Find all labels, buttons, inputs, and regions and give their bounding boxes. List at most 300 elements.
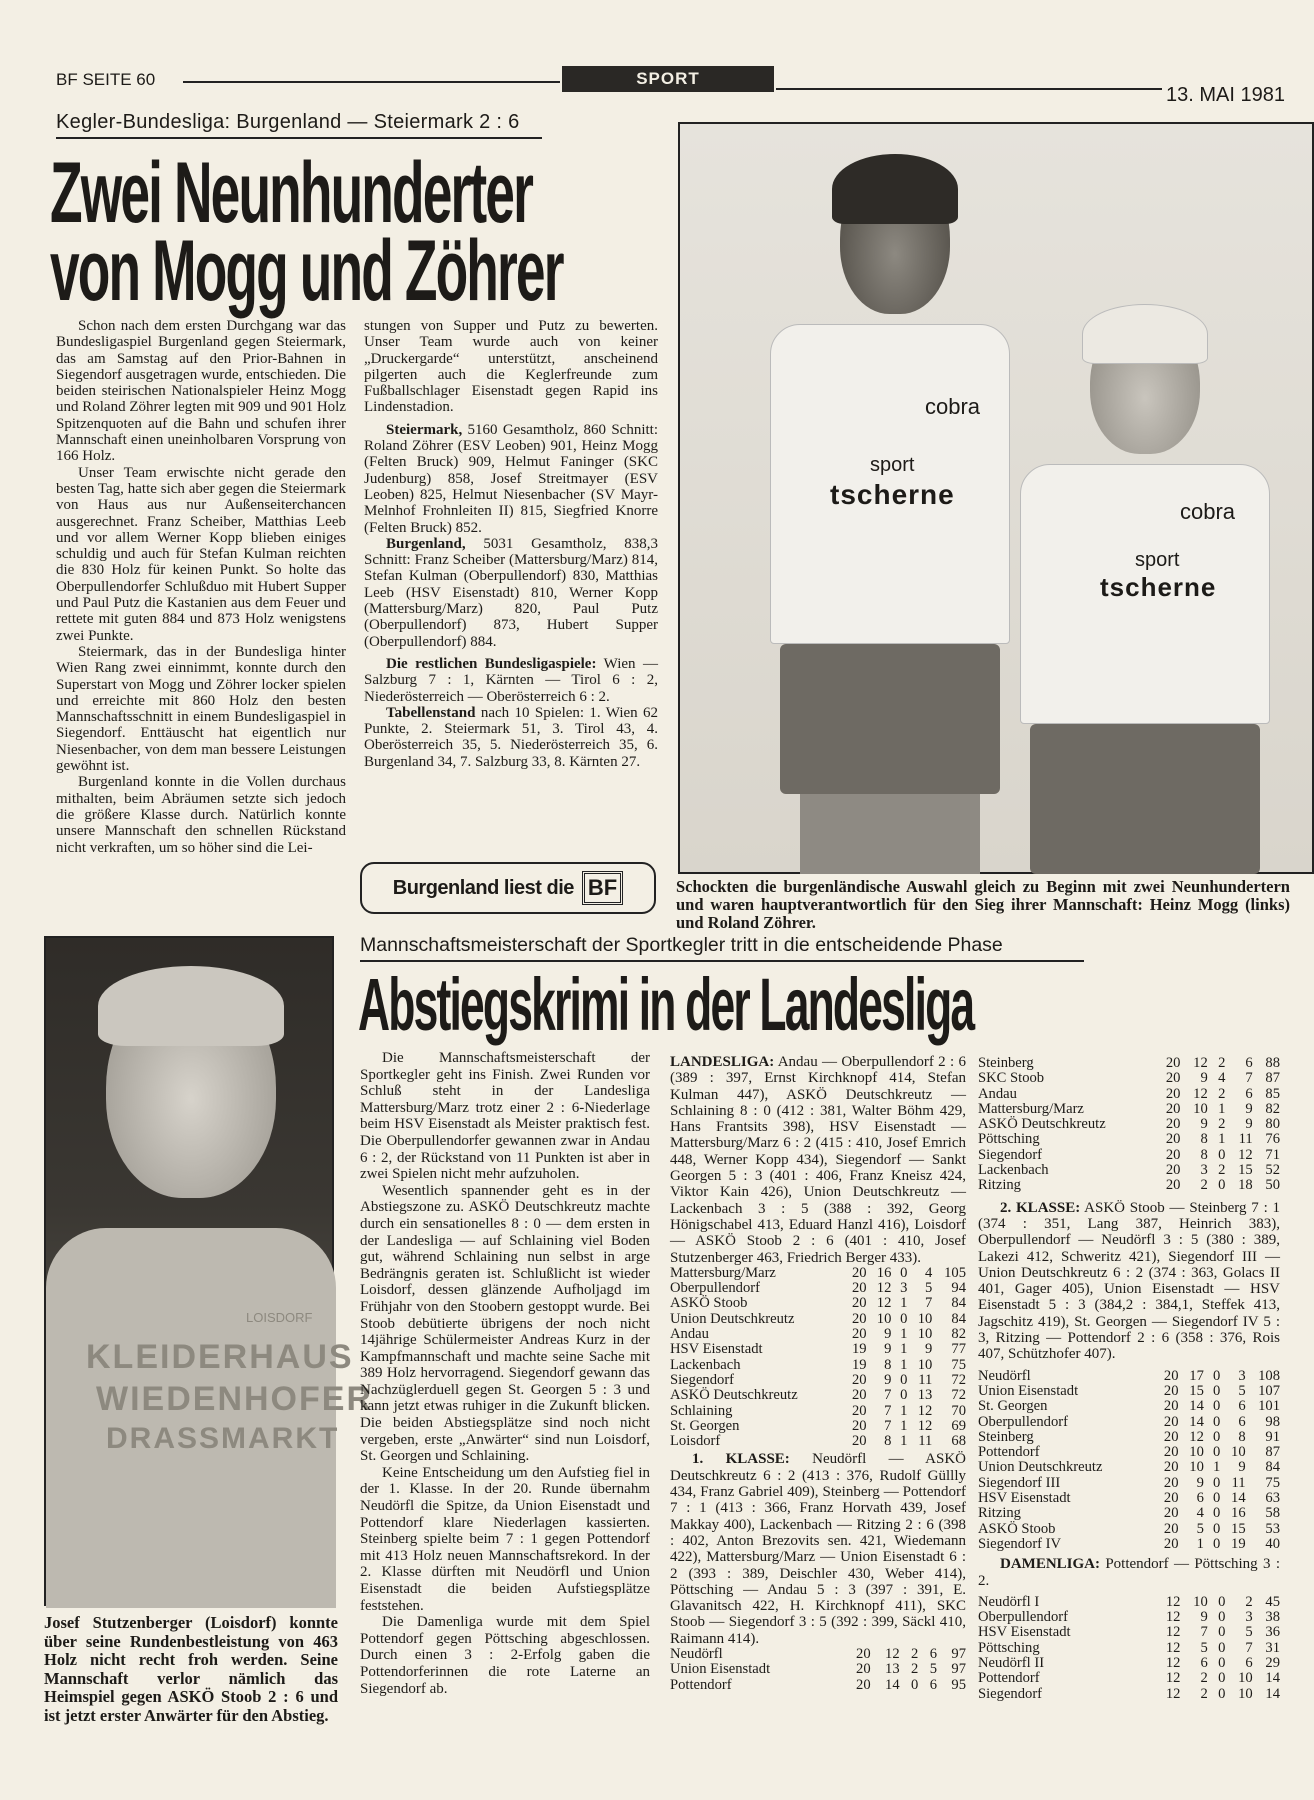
stat-value: 6 bbox=[1245, 1085, 1253, 1102]
stat-value: 7 bbox=[884, 1387, 892, 1404]
stat-value: 0 bbox=[900, 1310, 908, 1327]
stat-value: 12 bbox=[1189, 1428, 1204, 1445]
shirt-brand: cobra bbox=[925, 394, 981, 419]
player-portrait bbox=[44, 936, 373, 1606]
stat-value: 2 bbox=[1218, 1116, 1226, 1133]
hair bbox=[98, 966, 284, 1046]
stat-value: 9 bbox=[884, 1371, 892, 1388]
stat-value: 15 bbox=[1189, 1382, 1204, 1399]
stat-value: 58 bbox=[1265, 1505, 1280, 1522]
stat-value: 16 bbox=[1231, 1505, 1246, 1522]
stat-value: 12 bbox=[1165, 1639, 1181, 1656]
table-row bbox=[670, 1296, 966, 1311]
table-row bbox=[978, 1445, 1280, 1460]
stat-value: 12 bbox=[917, 1417, 933, 1434]
table-row bbox=[670, 1647, 966, 1662]
team-name: Pottendorf bbox=[978, 1444, 1040, 1461]
table-row bbox=[670, 1312, 966, 1327]
stat-value: 0 bbox=[1218, 1685, 1226, 1702]
stat-value: 14 bbox=[885, 1676, 900, 1693]
stat-value: 0 bbox=[1212, 1444, 1221, 1461]
team-name: Oberpullendorf bbox=[670, 1280, 760, 1297]
stat-value: 98 bbox=[1265, 1413, 1280, 1430]
table-row bbox=[978, 1415, 1280, 1430]
label: Die restlichen Bundesligaspiele: bbox=[386, 655, 597, 672]
table-row bbox=[978, 1595, 1280, 1610]
stat-value: 11 bbox=[918, 1371, 933, 1388]
stat-value: 91 bbox=[1265, 1428, 1280, 1445]
article2-headline: Abstiegskrimi in der Landesliga bbox=[358, 963, 974, 1046]
stat-value: 1 bbox=[1218, 1131, 1226, 1148]
landesliga-table bbox=[670, 1266, 966, 1450]
shirt-print-line1: LOISDORF bbox=[246, 1310, 313, 1325]
stat-value: 10 bbox=[1189, 1444, 1204, 1461]
table-row bbox=[670, 1404, 966, 1419]
stat-value: 1 bbox=[900, 1433, 908, 1450]
stat-value: 12 bbox=[1165, 1593, 1181, 1610]
table-row bbox=[670, 1662, 966, 1677]
stat-value: 12 bbox=[1238, 1146, 1253, 1163]
stat-value: 6 bbox=[1196, 1490, 1204, 1507]
stat-value: 0 bbox=[1212, 1474, 1221, 1491]
table-row bbox=[978, 1460, 1280, 1475]
team-name: St. Georgen bbox=[978, 1398, 1048, 1415]
team-name: Steinberg bbox=[978, 1428, 1034, 1445]
team-name: Mattersburg/Marz bbox=[978, 1100, 1084, 1117]
stat-value: 2 bbox=[1200, 1670, 1208, 1687]
stat-value: 1 bbox=[900, 1295, 908, 1312]
stat-value: 9 bbox=[1245, 1100, 1253, 1117]
team-name: Siegendorf bbox=[978, 1146, 1043, 1163]
stat-value: 12 bbox=[1193, 1055, 1208, 1071]
stat-value: 20 bbox=[1165, 1070, 1181, 1087]
paragraph-text: Neudörfl — ASKÖ Deutschkreutz 6 : 2 (413 : 376, Rudolf Güllly 434, Franz Gabriel 409), Steinberg — Pottendorf 7 : 1 (413 : 366, Franz Horvath 439, Josef Makkay 400), Lackenbach — Ritzing 2 : 6 (398 : 402, Anton Brezovits sen. 421, Wiedemann 422), Mattersburg/Marz — Union Eisenstadt 6 : 2 (393 : 389, Deischler 430, Weber 414), Pöttsching — Andau 5 : 3 (397 : 391, E. Glavanitsch 422, H. Kirchknopf 411), SKC Stoob — Siegendorf 3 : 5 (392 : 399, Säckl 410, Raimann 414). bbox=[670, 1451, 966, 1647]
stat-value: 2 bbox=[911, 1661, 919, 1678]
stat-value: 20 bbox=[1165, 1177, 1181, 1194]
stat-value: 29 bbox=[1265, 1654, 1280, 1671]
team-name: HSV Eisenstadt bbox=[670, 1341, 763, 1358]
article1-headline-line2: von Mogg und Zöhrer bbox=[50, 223, 563, 319]
stat-value: 9 bbox=[884, 1341, 892, 1358]
stat-value: 0 bbox=[900, 1387, 908, 1404]
stat-value: 0 bbox=[1218, 1624, 1226, 1641]
label: 1. KLASSE: bbox=[692, 1451, 790, 1468]
team-name: ASKÖ Deutschkreutz bbox=[670, 1387, 798, 1404]
stat-value: 7 bbox=[1245, 1639, 1253, 1656]
klasse2-table bbox=[978, 1369, 1280, 1553]
stat-value: 1 bbox=[900, 1326, 908, 1343]
shorts bbox=[780, 644, 1000, 794]
shirt-print-line4: DRASSMARKT bbox=[106, 1422, 340, 1455]
stat-value: 10 bbox=[876, 1310, 892, 1327]
section-label: SPORT bbox=[636, 69, 700, 88]
stat-value: 20 bbox=[1163, 1520, 1179, 1537]
table-row bbox=[978, 1399, 1280, 1414]
stat-value: 20 bbox=[856, 1661, 871, 1678]
stat-value: 19 bbox=[1231, 1535, 1246, 1552]
stat-value: 20 bbox=[856, 1676, 871, 1693]
stat-value: 10 bbox=[1189, 1459, 1204, 1476]
stat-value: 7 bbox=[1200, 1624, 1208, 1641]
stat-value: 40 bbox=[1265, 1535, 1280, 1552]
team-name: Siegendorf III bbox=[978, 1474, 1061, 1491]
table-row bbox=[670, 1419, 966, 1434]
paragraph-text: nach 10 Spielen: 1. Wien 62 Punkte, 2. Steiermark 51, 3. Tirol 43, 4. Oberösterreich 35, 5. Niederösterreich 35, 6. Burgenland 34, 7. Salzburg 33, 8. Kärnten 27. bbox=[364, 704, 659, 770]
stat-value: 97 bbox=[951, 1645, 966, 1662]
team-name: Lackenbach bbox=[978, 1162, 1049, 1179]
player-mogg bbox=[750, 154, 1020, 874]
stat-value: 2 bbox=[1218, 1085, 1226, 1102]
stat-value: 72 bbox=[951, 1371, 966, 1388]
team-name: Union Eisenstadt bbox=[670, 1661, 771, 1678]
table-row bbox=[978, 1087, 1280, 1102]
paragraph bbox=[670, 1451, 966, 1647]
team-name: Pöttsching bbox=[978, 1639, 1040, 1656]
paragraph-text: 5160 Gesamtholz, 860 Schnitt: Roland Zöhrer (ESV Leoben) 901, Heinz Mogg (Felten Bruck) 909, Helmut Faninger (SKC Judenburg) 858, Josef Streitmayer (ESV Leoben) 825, Helmut Niesenbacher (SV Mayr-Melnhof Frohnleiten II) 815, Siegfried Knorre (Felten Bruck) 852. bbox=[364, 421, 658, 536]
table-row bbox=[978, 1178, 1280, 1193]
stat-value: 20 bbox=[851, 1326, 867, 1343]
stat-value: 0 bbox=[1212, 1398, 1221, 1415]
stat-value: 9 bbox=[1238, 1459, 1246, 1476]
stat-value: 8 bbox=[1200, 1131, 1208, 1148]
shirt-print-line2: KLEIDERHAUS bbox=[86, 1338, 354, 1376]
stat-value: 20 bbox=[1165, 1055, 1181, 1071]
stat-value: 105 bbox=[944, 1264, 966, 1281]
stat-value: 53 bbox=[1265, 1520, 1280, 1537]
stat-value: 71 bbox=[1265, 1146, 1280, 1163]
team-name: Neudörfl bbox=[978, 1367, 1031, 1384]
header-rule-left bbox=[183, 81, 560, 83]
stat-value: 11 bbox=[918, 1433, 933, 1450]
section-banner bbox=[562, 66, 774, 92]
stat-value: 2 bbox=[1200, 1177, 1208, 1194]
stat-value: 8 bbox=[1238, 1428, 1246, 1445]
table-row bbox=[670, 1373, 966, 1388]
team-name: Schlaining bbox=[670, 1402, 733, 1419]
stat-value: 3 bbox=[1245, 1609, 1253, 1626]
paragraph-text: Wien — Salzburg 7 : 1, Kärnten — Tirol 6 : 2, Niederösterreich — Oberösterreich 6 : 2. bbox=[364, 655, 658, 705]
stat-value: 9 bbox=[1196, 1474, 1204, 1491]
team-name: Neudörfl I bbox=[978, 1593, 1040, 1610]
shorts bbox=[1030, 724, 1260, 874]
team-name: Union Deutschkreutz bbox=[978, 1459, 1103, 1476]
stat-value: 9 bbox=[1200, 1116, 1208, 1133]
stat-value: 4 bbox=[925, 1264, 933, 1281]
stat-value: 108 bbox=[1258, 1367, 1280, 1384]
team-name: St. Georgen bbox=[670, 1417, 740, 1434]
stat-value: 76 bbox=[1265, 1131, 1280, 1148]
article2-column3 bbox=[978, 1056, 1280, 1776]
table-row bbox=[978, 1148, 1280, 1163]
stat-value: 94 bbox=[951, 1280, 966, 1297]
team-name: Andau bbox=[978, 1085, 1017, 1102]
paragraph-text: ASKÖ Stoob — Steinberg 7 : 1 (374 : 351, Lang 387, Heinrich 383), Oberpullendorf — Neudörfl 3 : 5 (380 : 389, Lakezi 412, Schweritz 421), Siegendorf III — Union Deutschkreutz 6 : 2 (374 : 363, Golacs II 401, Gager 405), Union Eisenstadt — HSV Eisenstadt 5 : 3 (384,2 : 384,1, Steffek 413, Jagschitz 419), St. Georgen — Siegendorf IV 5 : 3, Ritzing — Pottendorf 2 : 6 (358 : 376, Rois 407, Schützhofer 407). bbox=[978, 1199, 1280, 1363]
table-row bbox=[978, 1384, 1280, 1399]
stat-value: 19 bbox=[851, 1341, 867, 1358]
stat-value: 3 bbox=[1200, 1162, 1208, 1179]
stat-value: 87 bbox=[1265, 1444, 1280, 1461]
team-name: Steinberg bbox=[978, 1055, 1034, 1071]
paragraph: Die Mannschaftsmeisterschaft der Sportkegler geht ins Finish. Zwei Runden vor Schluß steht in der Landesliga Mattersburg/Marz trotz einer 2 : 6-Niederlage beim HSV Eisenstadt als Meister praktisch fest. Die Oberpullendorfer gewannen zwar in Andau 6 : 2, der Rückstand von 11 Punkten ist aber in zwei Spielen nicht mehr aufzuholen. bbox=[360, 1050, 650, 1183]
stat-value: 12 bbox=[1165, 1609, 1181, 1626]
stat-value: 9 bbox=[884, 1326, 892, 1343]
table-row bbox=[978, 1117, 1280, 1132]
team-name: Ritzing bbox=[978, 1177, 1021, 1194]
stat-value: 0 bbox=[1218, 1146, 1226, 1163]
label: Tabellenstand bbox=[386, 704, 476, 721]
portrait-caption: Josef Stutzenberger (Loisdorf) konnte über seine Rundenbestleistung von 463 Holz nicht recht froh werden. Seine Mannschaft verlor nämlich das Heimspiel gegen ASKÖ Stoob 2 : 6 und ist jetzt erster Anwärter für den Abstieg. bbox=[44, 1613, 338, 1725]
paragraph bbox=[364, 422, 658, 536]
stat-value: 1 bbox=[900, 1356, 908, 1373]
stat-value: 6 bbox=[929, 1676, 938, 1693]
stat-value: 0 bbox=[1212, 1520, 1221, 1537]
stat-value: 6 bbox=[1245, 1654, 1253, 1671]
paragraph: Burgenland konnte in die Vollen durchaus mithalten, beim Abräumen setzte sich jedoch die größere Klasse durch. Natürlich konnte unsere Mannschaft den schnellen Rückstand nicht verkraften, um so höher sind die Lei- bbox=[56, 774, 346, 856]
stat-value: 19 bbox=[851, 1356, 867, 1373]
stat-value: 84 bbox=[1265, 1459, 1280, 1476]
stat-value: 14 bbox=[1189, 1398, 1204, 1415]
stat-value: 13 bbox=[917, 1387, 933, 1404]
stat-value: 1 bbox=[900, 1341, 908, 1358]
table-row bbox=[978, 1102, 1280, 1117]
paragraph bbox=[670, 1054, 966, 1266]
stat-value: 14 bbox=[1189, 1413, 1204, 1430]
shirt-text-line1: sport bbox=[870, 454, 915, 476]
damenliga-table bbox=[978, 1595, 1280, 1702]
klasse1-table-part2 bbox=[978, 1056, 1280, 1194]
stat-value: 10 bbox=[1238, 1685, 1253, 1702]
paragraph: Keine Entscheidung um den Aufstieg fiel in der 1. Klasse. In der 20. Runde übernahm Neudörfl die Spitze, da Union Eisenstadt und Pottendorf klare Niederlagen kassierten. Steinberg spielte beim 7 : 1 gegen Pottendorf mit 413 Holz neuen Mannschaftsrekord. In der 2. Klasse dürften mit Neudörfl und Union Eisenstadt die beiden Aufstiegsplätze feststehen. bbox=[360, 1464, 650, 1614]
stat-value: 5 bbox=[1238, 1382, 1246, 1399]
stat-value: 10 bbox=[917, 1356, 933, 1373]
stat-value: 84 bbox=[951, 1295, 966, 1312]
table-row bbox=[978, 1071, 1280, 1086]
table-row bbox=[978, 1506, 1280, 1521]
stat-value: 20 bbox=[1163, 1505, 1179, 1522]
table-row bbox=[670, 1342, 966, 1357]
table-row bbox=[978, 1537, 1280, 1552]
table-row bbox=[978, 1522, 1280, 1537]
stat-value: 82 bbox=[1265, 1100, 1280, 1117]
stat-value: 12 bbox=[1165, 1624, 1181, 1641]
stat-value: 20 bbox=[1163, 1398, 1179, 1415]
promo-text: Burgenland liest die bbox=[392, 876, 574, 899]
stat-value: 88 bbox=[1265, 1055, 1280, 1071]
table-row bbox=[670, 1678, 966, 1693]
table-row bbox=[978, 1476, 1280, 1491]
stat-value: 6 bbox=[1245, 1055, 1253, 1071]
stat-value: 0 bbox=[1218, 1177, 1226, 1194]
stat-value: 101 bbox=[1258, 1398, 1280, 1415]
stat-value: 0 bbox=[900, 1264, 908, 1281]
team-photo-caption: Schockten die burgenländische Auswahl gleich zu Beginn mit zwei Neunhundertern und waren hauptverantwortlich für den Sieg ihrer Mannschaft: Heinz Mogg (links) und Roland Zöhrer. bbox=[676, 877, 1290, 932]
stat-value: 7 bbox=[1245, 1070, 1253, 1087]
stat-value: 20 bbox=[851, 1402, 867, 1419]
shirt-print-line3: WIEDENHOFER bbox=[96, 1380, 373, 1418]
table-row bbox=[978, 1491, 1280, 1506]
klasse1-table-part1 bbox=[670, 1647, 966, 1693]
legs bbox=[800, 794, 980, 874]
stat-value: 0 bbox=[900, 1371, 908, 1388]
stat-value: 20 bbox=[1163, 1490, 1179, 1507]
label: DAMENLIGA: bbox=[1000, 1556, 1100, 1573]
stat-value: 12 bbox=[1165, 1654, 1181, 1671]
stat-value: 5 bbox=[925, 1280, 933, 1297]
stat-value: 11 bbox=[1238, 1131, 1253, 1148]
stat-value: 12 bbox=[1165, 1685, 1181, 1702]
table-row bbox=[670, 1327, 966, 1342]
stat-value: 12 bbox=[876, 1280, 892, 1297]
table-row bbox=[978, 1687, 1280, 1702]
stat-value: 69 bbox=[951, 1417, 966, 1434]
bf-logo: BF bbox=[582, 871, 623, 905]
team-name: Union Deutschkreutz bbox=[670, 1310, 795, 1327]
stat-value: 72 bbox=[951, 1387, 966, 1404]
stat-value: 0 bbox=[1218, 1654, 1226, 1671]
stat-value: 0 bbox=[1212, 1535, 1221, 1552]
stat-value: 68 bbox=[951, 1433, 966, 1450]
team-name: Siegendorf bbox=[978, 1685, 1043, 1702]
stat-value: 52 bbox=[1265, 1162, 1280, 1179]
stat-value: 4 bbox=[1196, 1505, 1204, 1522]
label: LANDESLIGA: bbox=[670, 1054, 775, 1070]
team-name: HSV Eisenstadt bbox=[978, 1490, 1071, 1507]
stat-value: 10 bbox=[1193, 1100, 1208, 1117]
stat-value: 13 bbox=[885, 1661, 900, 1678]
article1-kicker: Kegler-Bundesliga: Burgenland — Steiermark 2 : 6 bbox=[56, 111, 520, 133]
hair bbox=[832, 154, 958, 224]
stat-value: 87 bbox=[1265, 1070, 1280, 1087]
paragraph: Steiermark, das in der Bundesliga hinter Wien Rang zwei einnimmt, konnte durch den Superstart von Mogg und Zöhrer locker spielen und erreichte mit 860 Holz den besten Mannschaftsschnitt in einem Bundesligaspiel in Siegendorf. Enttäuscht hat eigentlich nur Niesenbacher, von dem man bessere Leistungen gewöhnt ist. bbox=[56, 643, 346, 775]
stat-value: 7 bbox=[884, 1417, 892, 1434]
stat-value: 20 bbox=[851, 1295, 867, 1312]
stat-value: 17 bbox=[1189, 1367, 1204, 1384]
stat-value: 0 bbox=[1212, 1428, 1221, 1445]
team-name: SKC Stoob bbox=[978, 1070, 1045, 1087]
stat-value: 7 bbox=[925, 1295, 933, 1312]
stat-value: 10 bbox=[1231, 1444, 1246, 1461]
team-photo bbox=[678, 122, 1314, 874]
hair bbox=[1082, 304, 1208, 364]
paragraph: Schon nach dem ersten Durchgang war das Bundesligaspiel Burgenland gegen Steiermark, das am Samstag auf den Prior-Bahnen in Siegendorf ausgetragen wurde, entschieden. Die beiden steirischen Nationalspieler Heinz Mogg und Roland Zöhrer legten mit 909 und 901 Holz Spitzenquoten auf die Bahn und schufen ihrer Mannschaft einen uneinholbaren Vorsprung von 166 Holz. bbox=[56, 318, 346, 465]
stat-value: 82 bbox=[951, 1326, 966, 1343]
team-name: Siegendorf bbox=[670, 1371, 735, 1388]
article2-kicker: Mannschaftsmeisterschaft der Sportkegler tritt in die entscheidende Phase bbox=[360, 934, 1003, 956]
stat-value: 6 bbox=[1238, 1398, 1246, 1415]
paragraph bbox=[978, 1200, 1280, 1363]
team-name: Lackenbach bbox=[670, 1356, 741, 1373]
paragraph-text: Andau — Oberpullendorf 2 : 6 (389 : 397, Ernst Kirchknopf 414, Stefan Kulman 447), ASKÖ Deutschkreutz — Schlaining 8 : 0 (412 : 381, Walter Böhm 429, Hans Frantsits 398), HSV Eisenstadt — Mattersburg/Marz 6 : 2 (415 : 410, Josef Emrich 448, Werner Kopp 434), Siegendorf — Sankt Georgen 5 : 3 (401 : 406, Franz Kneisz 424, Viktor Kain 426), Union Deutschkreutz — Lackenbach 3 : 5 (388 : 392, Georg Hönigschabel 413, Eduard Hanzl 416), Loisdorf — ASKÖ Stoob 2 : 6 (401 : 410, Josef Stutzenberger 463, Friedrich Berger 433). bbox=[670, 1054, 966, 1266]
stat-value: 2 bbox=[1218, 1162, 1226, 1179]
stat-value: 0 bbox=[911, 1676, 919, 1693]
table-row bbox=[978, 1625, 1280, 1640]
article1-headline-line1: Zwei Neunhunderter bbox=[50, 145, 532, 241]
team-name: HSV Eisenstadt bbox=[978, 1624, 1071, 1641]
stat-value: 12 bbox=[917, 1402, 933, 1419]
stat-value: 6 bbox=[1238, 1413, 1246, 1430]
stat-value: 10 bbox=[917, 1326, 933, 1343]
stat-value: 0 bbox=[1218, 1593, 1226, 1610]
stat-value: 12 bbox=[1165, 1670, 1181, 1687]
stat-value: 5 bbox=[929, 1661, 938, 1678]
stat-value: 95 bbox=[951, 1676, 966, 1693]
stat-value: 0 bbox=[1212, 1505, 1221, 1522]
table-row bbox=[978, 1656, 1280, 1671]
stat-value: 20 bbox=[851, 1371, 867, 1388]
issue-date: 13. MAI 1981 bbox=[1166, 84, 1285, 106]
table-row bbox=[978, 1641, 1280, 1656]
team-name: Pöttsching bbox=[978, 1131, 1040, 1148]
paragraph-text: 5031 Gesamtholz, 838,3 Schnitt: Franz Scheiber (Mattersburg/Marz) 814, Stefan Kulman (Oberpullendorf) 830, Matthias Leeb (HSV Eisenstadt) 810, Werner Kopp (Mattersburg/Marz) 820, Paul Putz (Oberpullendorf) 873, Hubert Supper (Oberpullendorf) 884. bbox=[364, 535, 658, 650]
paragraph: Wesentlich spannender geht es in der Abstiegszone zu. ASKÖ Deutschkreutz machte durch ein sensationelles 8 : 0 — dem ersten in der Landesliga — auf Schlaining viel Boden gut, während Schlaining nun selbst in arge Bedrängnis geraten ist. Schlußlicht ist wieder Loisdorf, dessen glänzende Aufholjagd im Frühjahr von den Stoobern gestoppt wurde. Bei Stoob debütierte übrigens der noch nicht 14jährige Schülermeister Andreas Kurz in der Kampfmannschaft und machte seine Sache mit 389 Holz hervorragend. Siegendorf gewann das Nachzüglerduell gegen St. Georgen 5 : 3 und kann jetzt etwas ruhiger in die Zukunft blicken. Die beiden Abstiegsplätze sind noch nicht vergeben, erste „Anwärter“ sind nun Loisdorf, St. Georgen und Schlaining. bbox=[360, 1182, 650, 1465]
stat-value: 20 bbox=[1163, 1459, 1179, 1476]
stat-value: 77 bbox=[951, 1341, 966, 1358]
paragraph-text: Pottendorf — Pöttsching 3 : 2. bbox=[978, 1556, 1281, 1589]
stat-value: 2 bbox=[1218, 1055, 1226, 1071]
table-row bbox=[978, 1369, 1280, 1384]
stat-value: 1 bbox=[900, 1417, 908, 1434]
label: Burgenland, bbox=[386, 535, 466, 552]
stat-value: 20 bbox=[851, 1280, 867, 1297]
team-name: ASKÖ Stoob bbox=[670, 1295, 748, 1312]
stat-value: 8 bbox=[884, 1356, 892, 1373]
stat-value: 20 bbox=[851, 1433, 867, 1450]
paragraph: stungen von Supper und Putz zu bewerten. Unser Team wurde auch von keiner „Druckergarde“ unterstützt, anscheinend pilgerten auch die Keglerfreunde zum Fußballschlager Eisenstadt gegen Rapid ins Lindenstadion. bbox=[364, 318, 658, 416]
stat-value: 20 bbox=[1165, 1131, 1181, 1148]
stat-value: 20 bbox=[851, 1264, 867, 1281]
stat-value: 12 bbox=[876, 1295, 892, 1312]
stat-value: 11 bbox=[1231, 1474, 1246, 1491]
team-name: Andau bbox=[670, 1326, 709, 1343]
paragraph bbox=[978, 1556, 1280, 1589]
stat-value: 20 bbox=[1163, 1444, 1179, 1461]
stat-value: 50 bbox=[1265, 1177, 1280, 1194]
shirt-brand: cobra bbox=[1180, 499, 1236, 524]
stat-value: 5 bbox=[1245, 1624, 1253, 1641]
paragraph: Unser Team erwischte nicht gerade den besten Tag, hatte sich aber gegen die Steiermark von Haus aus nur Außenseiterchancen ausgerechnet. Franz Scheiber, Matthias Leeb und vor allem Werner Kopp blieben einiges schuldig und auch für Stefan Kulman reichten die 830 Holz für keinen Punkt. So holte das Oberpullendorfer Schlußduo mit Hubert Supper und Paul Putz die Kastanien aus dem Feuer und rettete mit guten 884 und 873 Holz wenigstens zwei Punkte. bbox=[56, 464, 346, 644]
stat-value: 5 bbox=[1196, 1520, 1204, 1537]
stat-value: 1 bbox=[1212, 1459, 1221, 1476]
stat-value: 8 bbox=[1200, 1146, 1208, 1163]
stat-value: 6 bbox=[1200, 1654, 1208, 1671]
team-name: Oberpullendorf bbox=[978, 1609, 1068, 1626]
kicker-underline bbox=[56, 137, 542, 139]
promo-box bbox=[360, 862, 656, 914]
team-name: Union Eisenstadt bbox=[978, 1382, 1079, 1399]
stat-value: 12 bbox=[885, 1645, 900, 1662]
table-row bbox=[670, 1358, 966, 1373]
stat-value: 1 bbox=[1218, 1100, 1226, 1117]
label: 2. KLASSE: bbox=[1000, 1199, 1081, 1216]
team-name: Loisdorf bbox=[670, 1433, 721, 1450]
header-rule-right bbox=[776, 88, 1162, 90]
stat-value: 20 bbox=[851, 1387, 867, 1404]
stat-value: 9 bbox=[1245, 1116, 1253, 1133]
stat-value: 31 bbox=[1265, 1639, 1280, 1656]
team-name: Neudörfl bbox=[670, 1645, 723, 1662]
stat-value: 63 bbox=[1265, 1490, 1280, 1507]
table-row bbox=[670, 1434, 966, 1449]
shirt-text-line2: tscherne bbox=[1100, 572, 1217, 602]
stat-value: 20 bbox=[1163, 1413, 1179, 1430]
stat-value: 0 bbox=[1218, 1670, 1226, 1687]
stat-value: 85 bbox=[1265, 1085, 1280, 1102]
table-row bbox=[978, 1163, 1280, 1178]
stat-value: 4 bbox=[1218, 1070, 1226, 1087]
table-row bbox=[978, 1056, 1280, 1071]
label: Steiermark, bbox=[386, 421, 463, 438]
article1-column1 bbox=[56, 318, 346, 920]
